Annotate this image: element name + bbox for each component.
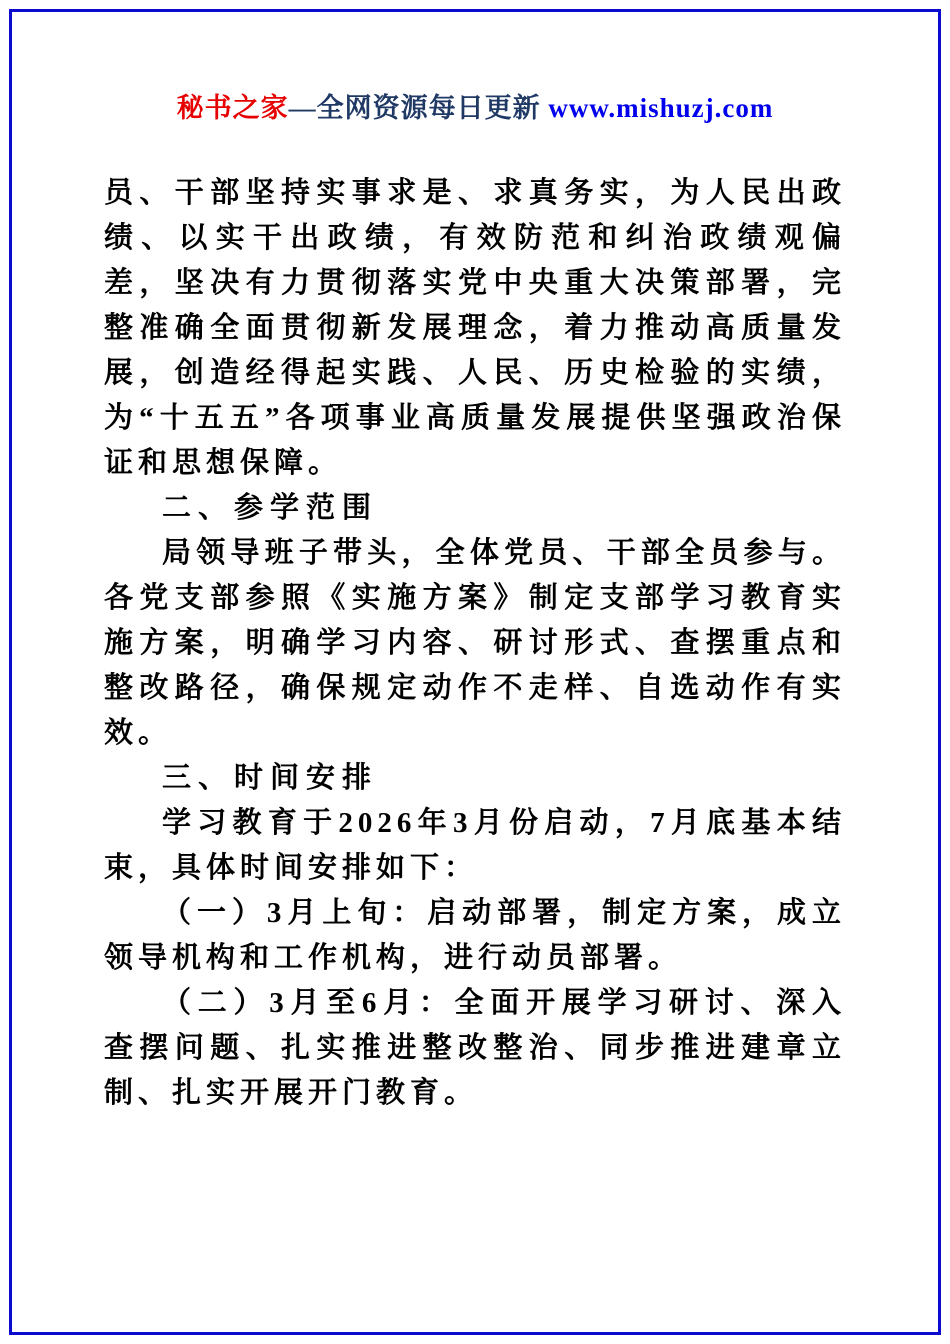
paragraph-continuation: 员、干部坚持实事求是、求真务实，为人民出政绩、以实干出政绩，有效防范和纠治政绩观偏差，坚决有力贯彻落实党中央重大决策部署，完整准确全面贯彻新发展理念，着力推动高质量发展，创造经得起实践、人民、历史检验的实绩，为“十五五”各项事业高质量发展提供坚强政治保证和思想保障。 [104, 177, 846, 479]
brand-name: 秘书之家 [176, 93, 289, 123]
header-tagline: —全网资源每日更新 [288, 93, 549, 123]
site-header [0, 0, 950, 125]
paragraph-schedule-phase1: （一）3月上旬：启动部署，制定方案，成立领导机构和工作机构，进行动员部署。 [104, 897, 846, 974]
paragraph-participation: 局领导班子带头，全体党员、干部全员参与。各党支部参照《实施方案》制定支部学习教育实施方案，明确学习内容、研讨形式、查摆重点和整改路径，确保规定动作不走样、自选动作有实效。 [104, 537, 846, 749]
section-heading-schedule: 三、时间安排 [162, 762, 379, 794]
document-body [0, 125, 950, 1116]
paragraph-schedule-intro: 学习教育于2026年3月份启动，7月底基本结束，具体时间安排如下： [104, 807, 846, 884]
section-heading-participation: 二、参学范围 [162, 492, 379, 524]
paragraph-schedule-phase2: （二）3月至6月：全面开展学习研讨、深入查摆问题、扎实推进整改整治、同步推进建章立制、扎实开展开门教育。 [104, 987, 846, 1109]
site-url-link[interactable]: www.mishuzj.com [548, 93, 774, 123]
